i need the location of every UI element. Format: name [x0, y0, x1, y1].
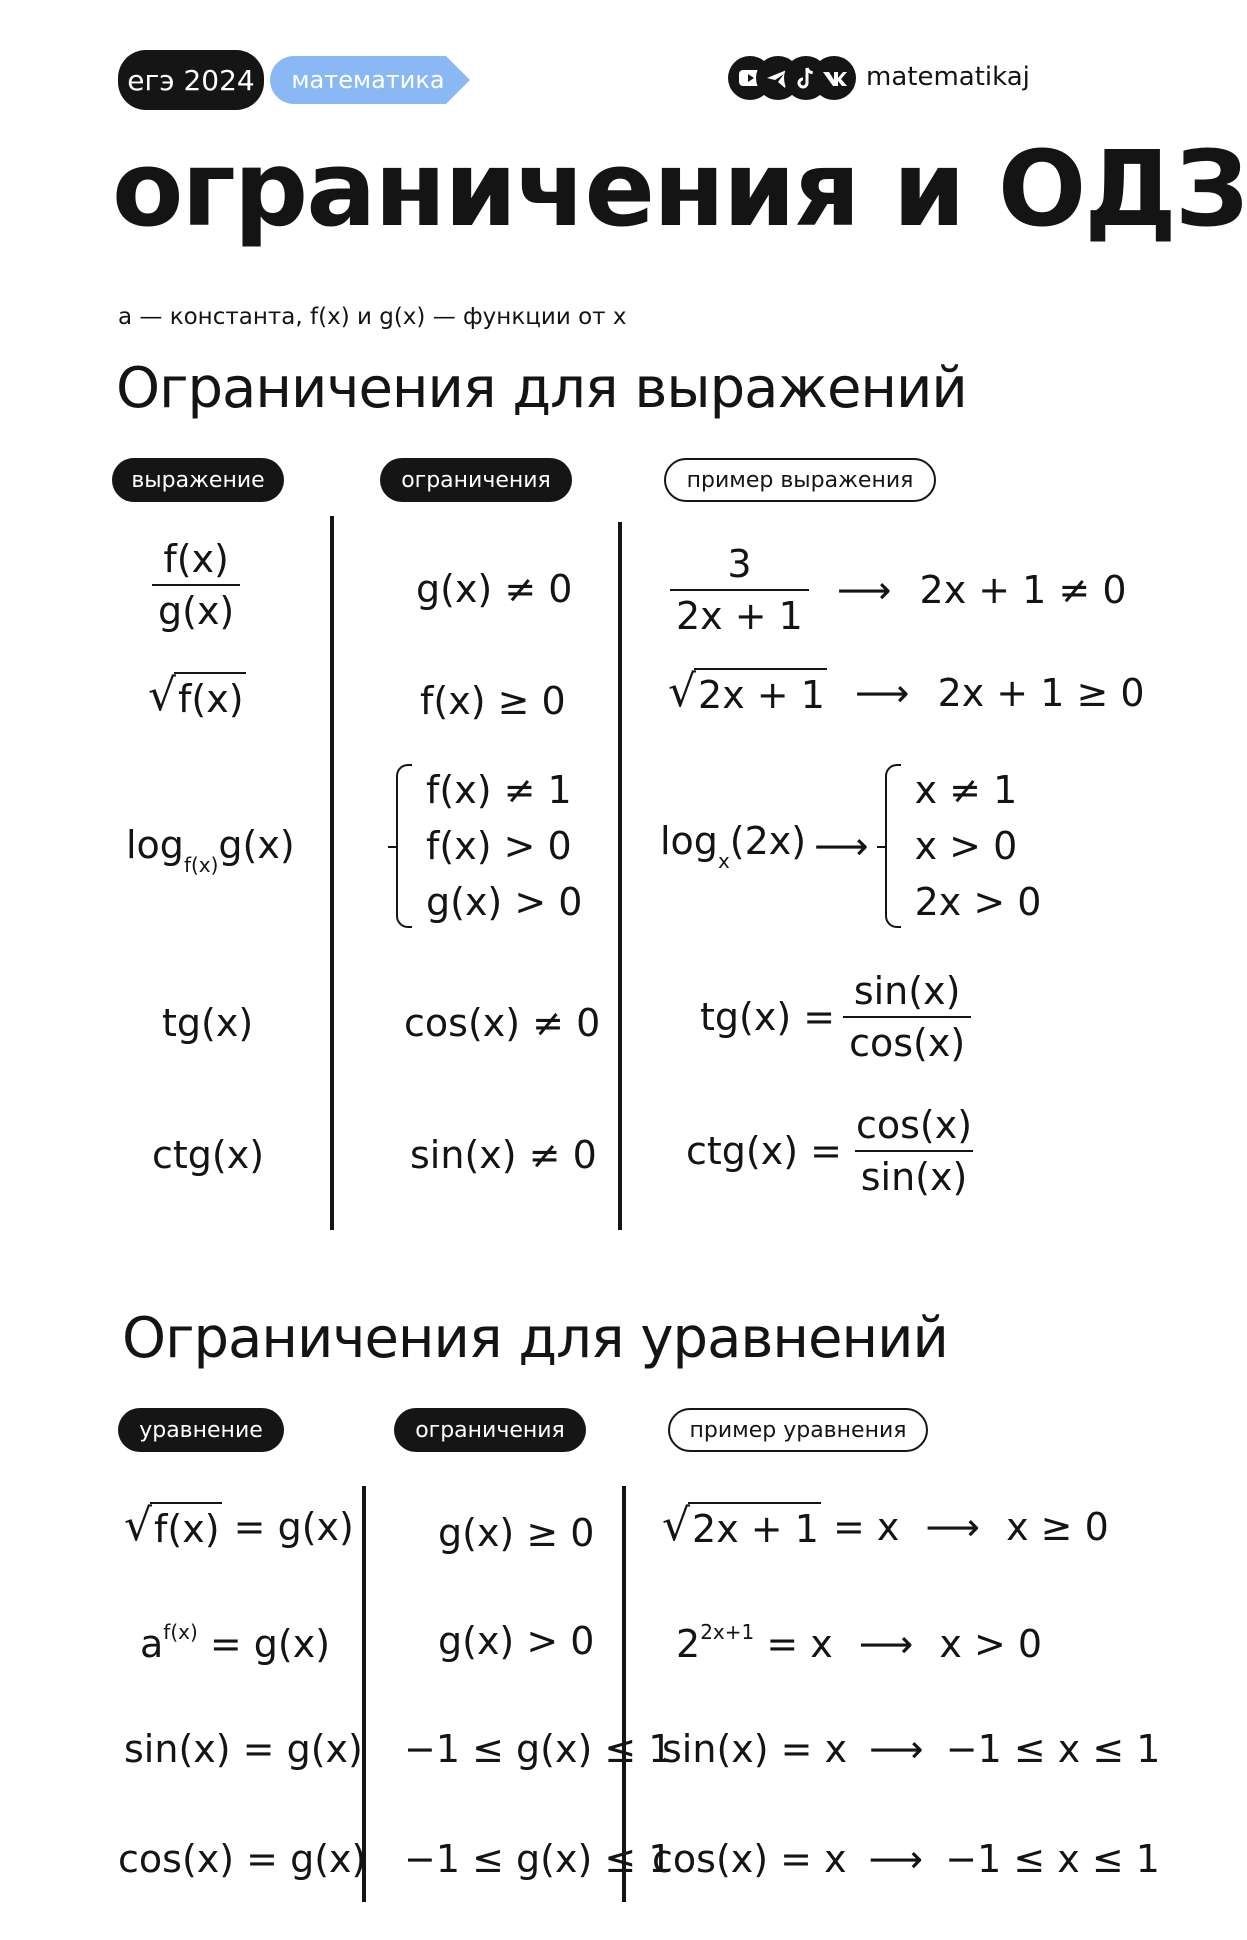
expr-fraction-num: f(x)	[163, 537, 229, 581]
arrow: ⟶	[814, 824, 869, 868]
col-header-eq-example	[668, 1408, 928, 1452]
example-ctg-num: cos(x)	[855, 1103, 973, 1147]
example-log-sub: x	[717, 848, 730, 873]
expr-sqrt	[148, 670, 246, 721]
eq-example-exp-sup: 2x+1	[700, 1620, 755, 1644]
note: a — константа, f(x) и g(x) — функции от x	[118, 304, 627, 330]
col-header-example-label: пример выражения	[686, 467, 914, 493]
handle-label[interactable]: matematikaj	[866, 62, 1030, 92]
example-log-line-1: x ≠ 1	[914, 768, 1018, 812]
radical-icon: √	[124, 1500, 153, 1551]
eq-example-sin	[662, 1727, 1161, 1771]
expr-log-base: log	[126, 823, 184, 867]
col-header-eq-restrictions	[394, 1408, 586, 1452]
example-log-line-2: x > 0	[914, 824, 1018, 868]
eq-sqrt-rhs: = g(x)	[233, 1505, 354, 1549]
col-header-expression-label: выражение	[131, 467, 265, 493]
expr-fraction	[152, 537, 240, 633]
eq-sqrt-rad: f(x)	[150, 1502, 222, 1548]
eq-exp-base: a	[140, 1622, 164, 1666]
radical-icon: √	[668, 666, 697, 717]
expr-fraction-den: g(x)	[152, 584, 240, 630]
eq-example-cos-lhs: cos(x) = x	[652, 1837, 847, 1881]
arrow: ⟶	[868, 1837, 924, 1881]
restriction-log-line-3: g(x) > 0	[426, 880, 583, 924]
eq-example-sqrt-result: x ≥ 0	[1006, 1505, 1109, 1549]
eq-sin: sin(x) = g(x)	[124, 1727, 363, 1771]
example-sqrt-rad: 2x + 1	[694, 668, 827, 714]
eq-example-sqrt	[662, 1500, 1109, 1551]
divider-1	[330, 516, 334, 1230]
eq-exp	[140, 1620, 331, 1666]
example-fraction	[670, 542, 1127, 638]
eq-restriction-cos: −1 ≤ g(x) ≤ 1	[404, 1837, 673, 1881]
eq-restriction-sqrt: g(x) ≥ 0	[438, 1511, 595, 1555]
example-fraction-result: 2x + 1 ≠ 0	[919, 568, 1127, 612]
exam-badge	[118, 50, 264, 110]
page-title: ограничения и ОДЗ	[112, 128, 1247, 250]
eq-example-exp-base: 2	[676, 1622, 701, 1666]
example-ctg-lhs: ctg(x) =	[686, 1129, 842, 1173]
radical-icon: √	[148, 670, 177, 721]
subject-badge-label: математика	[291, 66, 445, 94]
subject-badge	[270, 56, 470, 104]
eq-example-sqrt-rad: 2x + 1	[688, 1502, 821, 1548]
eq-cos: cos(x) = g(x)	[118, 1837, 367, 1881]
col-header-equation	[118, 1408, 284, 1452]
expr-log	[126, 823, 295, 877]
example-ctg	[686, 1103, 978, 1199]
social-icons	[728, 56, 858, 100]
arrow: ⟶	[925, 1505, 980, 1549]
radical-icon: √	[662, 1500, 691, 1551]
example-sqrt-result: 2x + 1 ≥ 0	[937, 671, 1145, 715]
expr-sqrt-rad: f(x)	[174, 672, 246, 718]
arrow: ⟶	[836, 568, 892, 612]
restriction-log-line-1: f(x) ≠ 1	[426, 768, 572, 812]
restriction-sqrt: f(x) ≥ 0	[420, 679, 566, 723]
example-fraction-den: 2x + 1	[670, 589, 809, 635]
col-header-equation-label: уравнение	[139, 1417, 263, 1443]
example-ctg-den: sin(x)	[855, 1150, 974, 1196]
exam-badge-label: егэ 2024	[127, 63, 255, 97]
example-tg-lhs: tg(x) =	[700, 995, 836, 1039]
eq-restriction-sin: −1 ≤ g(x) ≤ 1	[404, 1727, 673, 1771]
col-header-restrictions-label: ограничения	[401, 467, 551, 493]
example-tg-den: cos(x)	[843, 1016, 971, 1062]
restriction-ctg: sin(x) ≠ 0	[410, 1133, 597, 1177]
example-log-line-3: 2x > 0	[914, 880, 1042, 924]
col-header-restrictions	[380, 458, 572, 502]
eq-restriction-exp: g(x) > 0	[438, 1619, 595, 1663]
vk-icon[interactable]	[812, 56, 856, 100]
restriction-fraction: g(x) ≠ 0	[416, 567, 573, 611]
col-header-eq-example-label: пример уравнения	[689, 1417, 907, 1443]
example-tg	[700, 969, 971, 1065]
eq-exp-rhs: = g(x)	[209, 1622, 331, 1666]
expr-log-arg: g(x)	[218, 823, 295, 867]
eq-example-cos-result: −1 ≤ x ≤ 1	[945, 1837, 1160, 1881]
arrow: ⟶	[869, 1727, 924, 1771]
expressions-heading: Ограничения для выражений	[116, 356, 967, 421]
eq-example-sqrt-rhs: = x	[832, 1505, 900, 1549]
eq-example-sin-result: −1 ≤ x ≤ 1	[945, 1727, 1161, 1771]
eq-sqrt	[124, 1500, 354, 1551]
example-log-base: log	[660, 818, 718, 863]
expr-ctg: ctg(x)	[152, 1133, 265, 1177]
example-log	[660, 764, 1041, 928]
example-log-arg: (2x)	[729, 818, 807, 863]
equations-heading: Ограничения для уравнений	[122, 1306, 948, 1371]
eq-example-cos	[652, 1837, 1160, 1881]
col-header-eq-restrictions-label: ограничения	[415, 1417, 565, 1443]
arrow: ⟶	[858, 1622, 914, 1666]
eq-example-sin-lhs: sin(x) = x	[662, 1727, 848, 1771]
expr-tg: tg(x)	[162, 1001, 254, 1045]
col-header-example	[664, 458, 936, 502]
brace-icon	[396, 764, 412, 928]
restriction-tg: cos(x) ≠ 0	[404, 1001, 601, 1045]
example-sqrt	[668, 666, 1145, 717]
restriction-log-line-2: f(x) > 0	[426, 824, 572, 868]
eq-example-exp	[676, 1620, 1043, 1666]
expr-log-sub: f(x)	[183, 853, 219, 877]
eq-exp-sup: f(x)	[163, 1620, 198, 1644]
arrow: ⟶	[854, 671, 910, 715]
eq-example-exp-result: x > 0	[939, 1622, 1043, 1666]
example-fraction-num: 3	[727, 542, 752, 586]
col-header-expression	[112, 458, 284, 502]
divider-2	[618, 522, 622, 1230]
eq-example-exp-rhs: = x	[766, 1622, 833, 1666]
example-tg-num: sin(x)	[853, 969, 961, 1013]
restriction-log	[396, 764, 582, 928]
brace-icon	[885, 764, 901, 928]
